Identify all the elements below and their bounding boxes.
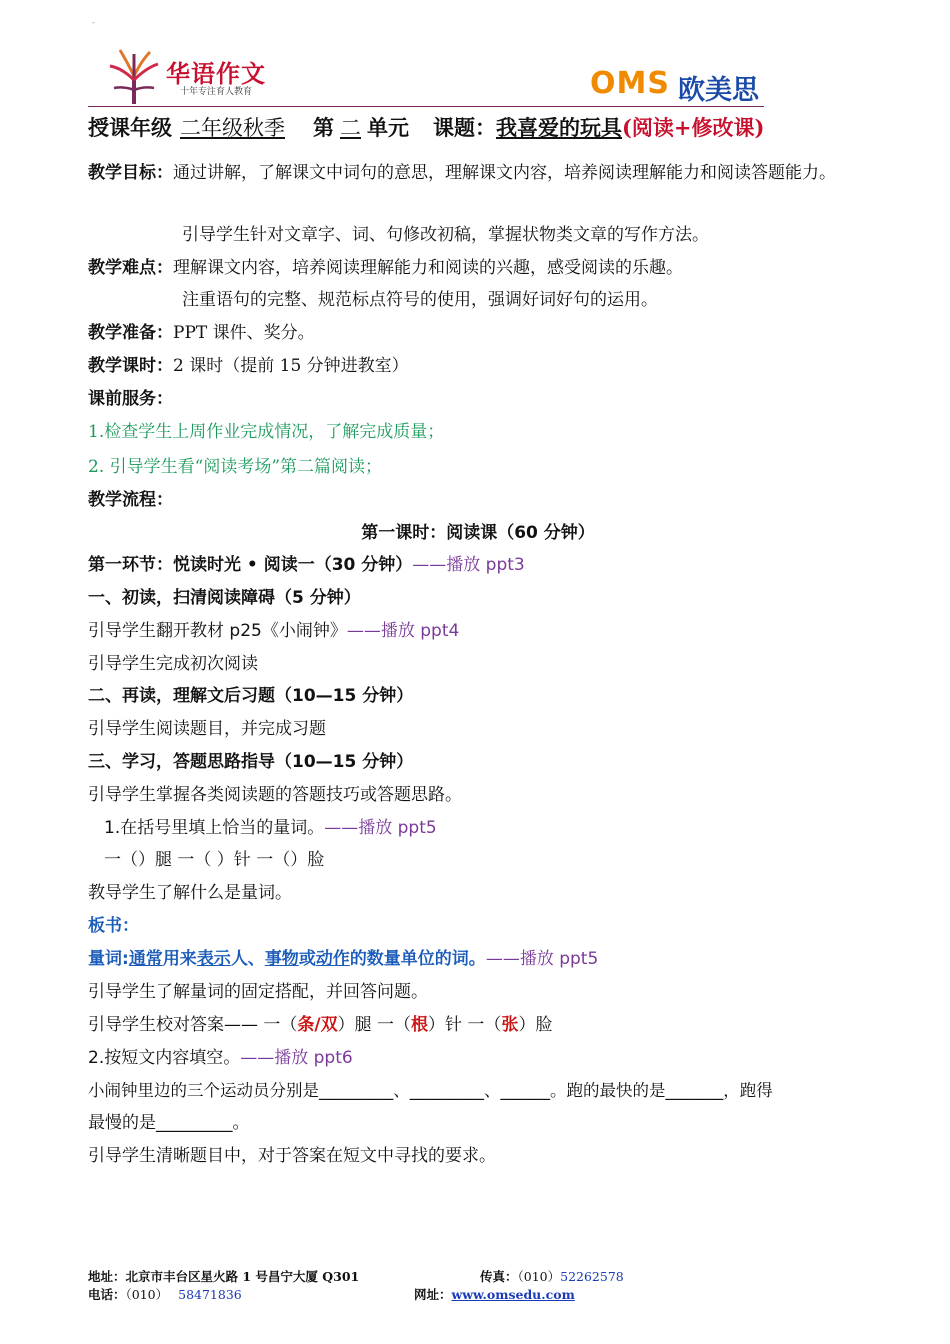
prep-label: 教学准备： <box>88 323 173 343</box>
goals-text-1: 通过讲解，了解课文中词句的意思，理解课文内容，培养阅读理解能力和阅读答题能力。 <box>173 163 836 183</box>
board-definition <box>88 948 868 970</box>
phone-number: 58471836 <box>178 1287 242 1302</box>
logo-left-subtitle: 十年专注育人教育 <box>180 87 253 97</box>
board-def-word-2: 用来 <box>162 949 197 969</box>
prep-text: PPT 课件、奖分。 <box>173 323 315 343</box>
q1-line <box>104 817 884 839</box>
fax-area: （010） <box>517 1269 561 1284</box>
board-label: 板书： <box>88 916 139 936</box>
q2-text: 2.按短文内容填空。 <box>88 1048 241 1068</box>
q2-guide: 引导学生清晰题目中，对于答案在短文中寻找的要求。 <box>88 1146 496 1166</box>
q2-fill-1: 小闹钟里边的三个运动员分别是_________、_________、______。跑的最快的是_______，跑得 <box>88 1081 773 1100</box>
logo-left-title: 华语作文 <box>166 60 266 88</box>
tree-logo-icon <box>104 46 164 106</box>
goals-text-2: 引导学生针对文章字、词、句修改初稿，掌握状物类文章的写作方法。 <box>182 225 709 245</box>
step2-line-1: 引导学生阅读题目，并完成习题 <box>88 719 326 739</box>
topic-label: 课题： <box>433 115 496 140</box>
section1-ppt: ——播放 ppt3 <box>412 555 525 575</box>
q2-line <box>88 1047 868 1069</box>
footer-fax <box>480 1267 624 1285</box>
lesson-title-line <box>88 117 868 139</box>
footer-website <box>414 1285 575 1303</box>
section1-line <box>88 554 868 576</box>
grade-label: 授课年级 <box>88 115 172 140</box>
website-label: 网址： <box>414 1287 452 1302</box>
address-label: 地址： <box>88 1269 126 1284</box>
flow-label: 教学流程： <box>88 490 173 510</box>
q2-ppt: ——播放 ppt6 <box>240 1048 353 1068</box>
goals-label: 教学目标： <box>88 163 173 183</box>
footer-address <box>88 1267 359 1285</box>
q1-answer-check <box>88 1014 868 1036</box>
teaching-hours <box>88 355 868 377</box>
pre-service-item-2: 2. 引导学生看“阅读考场”第二篇阅读； <box>88 457 383 477</box>
board-def-word-4: 人、 <box>230 949 265 969</box>
oms-logo <box>590 64 770 104</box>
step1-line-1-ppt: ——播放 ppt4 <box>346 621 460 641</box>
fax-label: 传真： <box>480 1269 518 1284</box>
unit-prefix: 第 <box>313 115 334 140</box>
lesson1-title: 第一课时：阅读课（60 分钟） <box>361 523 595 543</box>
section1-text: 第一环节：悦读时光 • 阅读一（30 分钟） <box>88 555 413 575</box>
step3-title: 三、学习，答题思路指导（10—15 分钟） <box>88 752 414 772</box>
q1-text: 1.在括号里填上恰当的量词。 <box>104 818 325 838</box>
step1-line-1-text: 引导学生翻开教材 p25《小闹钟》 <box>88 621 347 641</box>
board-def-word-8: 的数量单位的词。 <box>349 949 486 969</box>
teaching-goals <box>88 157 868 189</box>
oms-logo-cn: 欧美思 <box>678 75 759 106</box>
teaching-prep <box>88 322 868 344</box>
page-mark: - <box>92 18 95 27</box>
huayu-logo <box>104 46 284 106</box>
step2-title: 二、再读，理解文后习题（10—15 分钟） <box>88 686 414 706</box>
q1-teach: 教导学生了解什么是量词。 <box>88 883 292 903</box>
q1-followup-line-1: 引导学生了解量词的固定搭配，并回答问题。 <box>88 982 428 1002</box>
board-def-word-7: 动作 <box>315 949 350 969</box>
step3-line-1: 引导学生掌握各类阅读题的答题技巧或答题思路。 <box>88 785 462 805</box>
answer-1: 条/双 <box>297 1015 338 1035</box>
pre-service-item-1: 1.检查学生上周作业完成情况，了解完成质量； <box>88 422 445 442</box>
difficulty-text-1: 理解课文内容，培养阅读理解能力和阅读的兴趣，感受阅读的乐趣。 <box>173 258 683 278</box>
address-value: 北京市丰台区星火路 1 号昌宁大厦 Q301 <box>125 1269 360 1284</box>
board-def-word-1: 通常 <box>128 949 163 969</box>
board-def-word-6: 或 <box>298 949 316 969</box>
grade-value: 二年级秋季 <box>180 116 285 140</box>
q1-ppt: ——播放 ppt5 <box>324 818 437 838</box>
hours-label: 教学课时： <box>88 356 173 376</box>
step1-line-1 <box>88 620 868 642</box>
answer-2: 根 <box>411 1015 429 1035</box>
footer-phone <box>88 1285 242 1303</box>
teaching-difficulty <box>88 257 868 279</box>
oms-logo-latin: OMS <box>590 66 670 101</box>
pre-service-label: 课前服务： <box>88 389 173 409</box>
step1-title: 一、初读，扫清阅读障碍（5 分钟） <box>88 588 361 608</box>
unit-value: 二 <box>340 116 361 140</box>
board-def-word-5: 事物 <box>264 949 299 969</box>
topic-extra: (阅读+修改课) <box>622 115 765 140</box>
fax-number: 52262578 <box>560 1269 624 1284</box>
board-def-prefix: 量词: <box>88 949 129 969</box>
unit-suffix: 单元 <box>367 115 409 140</box>
step1-line-2: 引导学生完成初次阅读 <box>88 654 258 674</box>
difficulty-label: 教学难点： <box>88 258 173 278</box>
hours-text: 2 课时（提前 15 分钟进教室） <box>173 356 409 376</box>
website-link[interactable]: www.omsedu.com <box>451 1287 575 1302</box>
header-divider <box>88 106 764 107</box>
answer-mid-2: ）针 一（ <box>428 1015 502 1035</box>
topic-value: 我喜爱的玩具 <box>496 115 622 140</box>
answer-mid-1: ）腿 一（ <box>337 1015 412 1035</box>
q1-blanks: 一（）腿 一（ ）针 一（）脸 <box>104 850 325 870</box>
q2-fill-2: 最慢的是_________。 <box>88 1113 250 1133</box>
phone-label: 电话： <box>88 1287 126 1302</box>
answer-3: 张 <box>501 1015 519 1035</box>
board-def-word-3: 表示 <box>196 949 231 969</box>
phone-area: （010） <box>125 1287 169 1302</box>
answer-end: ）脸 <box>518 1015 553 1035</box>
difficulty-text-2: 注重语句的完整、规范标点符号的使用，强调好词好句的运用。 <box>182 290 658 310</box>
answer-prefix: 引导学生校对答案—— 一（ <box>88 1015 298 1035</box>
board-def-ppt: ——播放 ppt5 <box>485 949 599 969</box>
